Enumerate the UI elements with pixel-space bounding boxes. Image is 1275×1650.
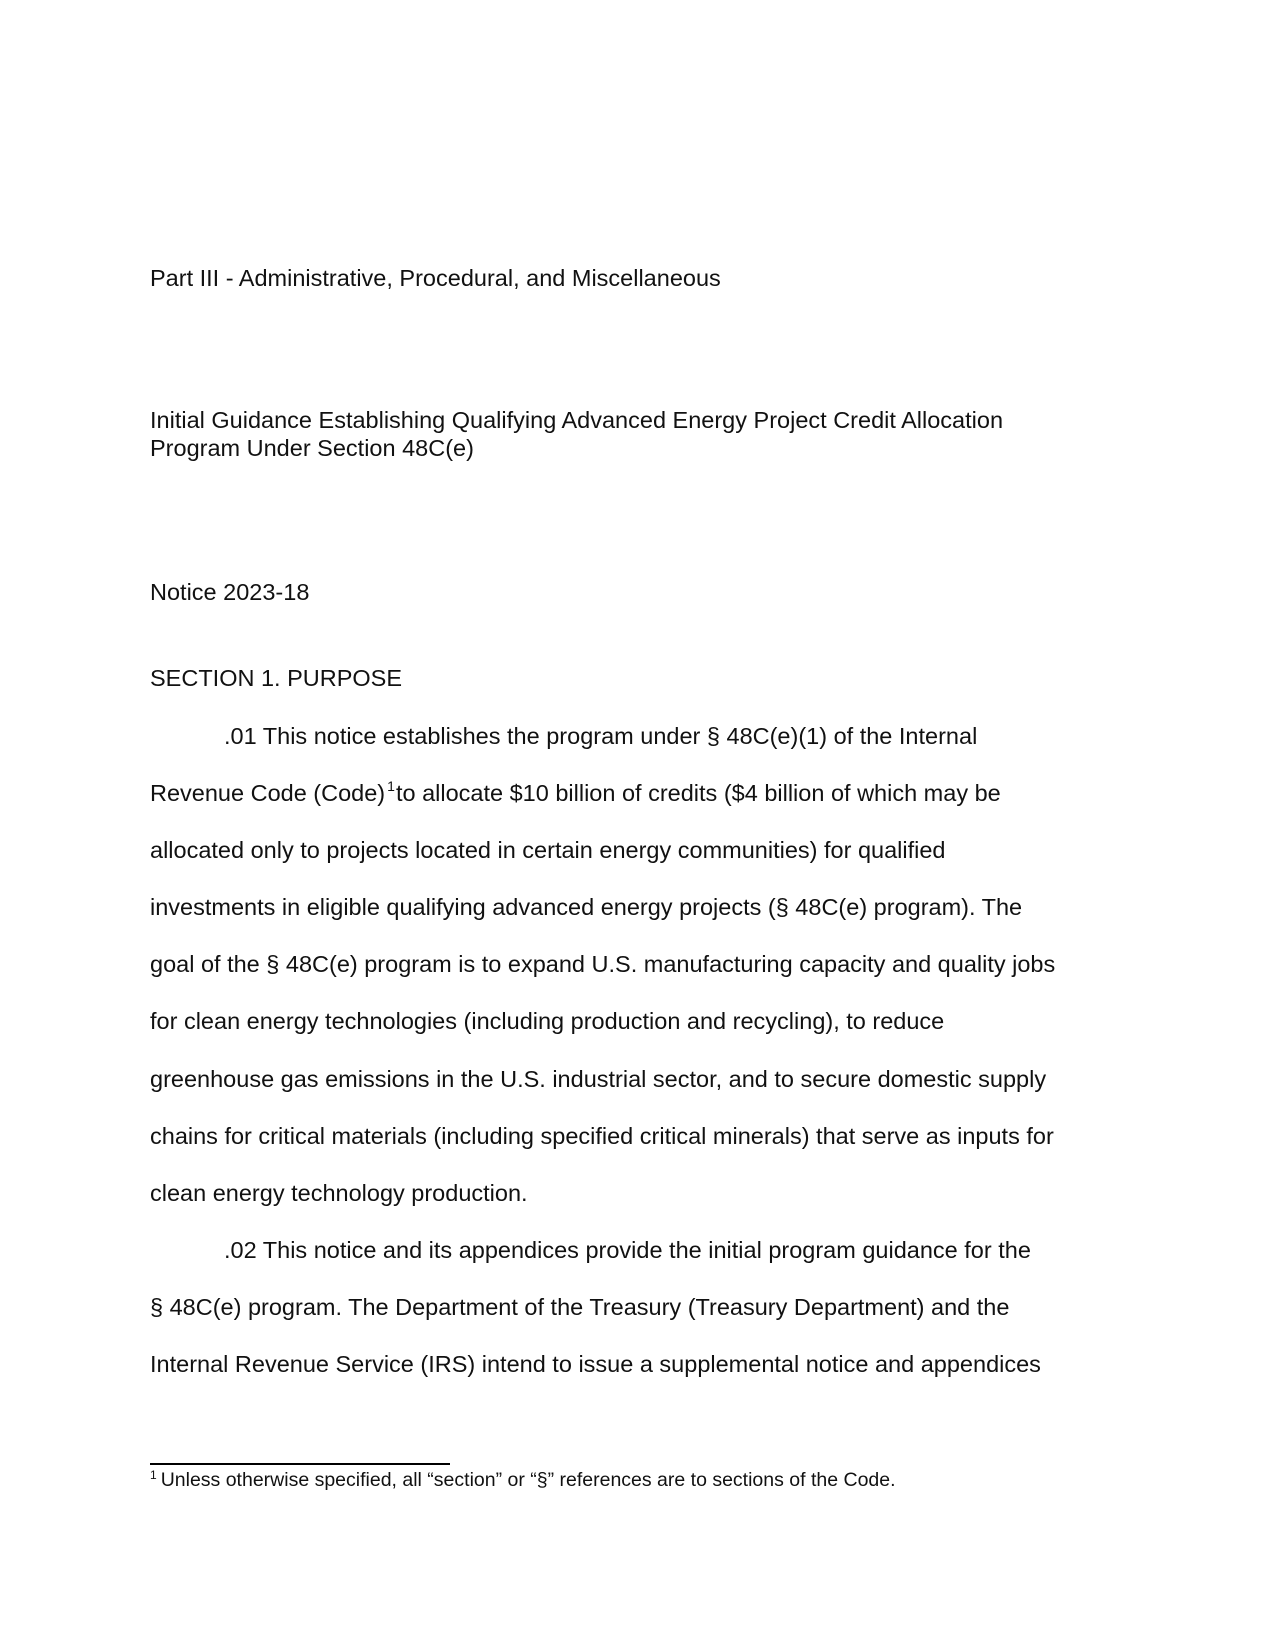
footnote xyxy=(150,1468,896,1494)
body-line: .02 This notice and its appendices provide the initial program guidance for the xyxy=(224,1236,1031,1263)
body-line: allocated only to projects located in certain energy communities) for qualified xyxy=(150,837,946,864)
footnote-separator xyxy=(150,1463,450,1465)
title-line: Program Under Section 48C(e) xyxy=(150,435,474,461)
body-line: goal of the § 48C(e) program is to expand U.S. manufacturing capacity and quality jobs xyxy=(150,951,1056,978)
body-line: § 48C(e) program. The Department of the Treasury (Treasury Department) and the xyxy=(150,1293,1010,1320)
body-text-segment: to allocate $10 billion of credits ($4 billion of which may be xyxy=(395,780,1001,807)
notice-number: Notice 2023-18 xyxy=(150,579,310,605)
body-line xyxy=(150,779,1110,836)
section-heading: SECTION 1. PURPOSE xyxy=(150,665,403,691)
title-line: Initial Guidance Establishing Qualifying Advanced Energy Project Credit Allocation xyxy=(150,407,1004,433)
document-title xyxy=(150,406,1003,462)
body-line: clean energy technology production. xyxy=(150,1179,528,1206)
body-text-segment: Revenue Code (Code) xyxy=(150,780,386,807)
body-line: Internal Revenue Service (IRS) intend to issue a supplemental notice and appendices xyxy=(150,1351,1041,1378)
body-text xyxy=(150,722,1110,1407)
footnote-reference[interactable]: 1 xyxy=(387,778,395,795)
body-line: .01 This notice establishes the program under § 48C(e)(1) of the Internal xyxy=(224,723,978,749)
body-line: chains for critical materials (including specified critical minerals) that serve as inputs for xyxy=(150,1122,1054,1149)
body-line: for clean energy technologies (including production and recycling), to reduce xyxy=(150,1008,945,1035)
part-heading: Part III - Administrative, Procedural, and Miscellaneous xyxy=(150,265,721,291)
body-line: greenhouse gas emissions in the U.S. industrial sector, and to secure domestic supply xyxy=(150,1065,1047,1092)
footnote-text: Unless otherwise specified, all “section” or “§” references are to sections of the Code. xyxy=(160,1469,896,1491)
body-line: investments in eligible qualifying advanced energy projects (§ 48C(e) program). The xyxy=(150,894,1023,921)
footnote-number: 1 xyxy=(150,1468,157,1482)
